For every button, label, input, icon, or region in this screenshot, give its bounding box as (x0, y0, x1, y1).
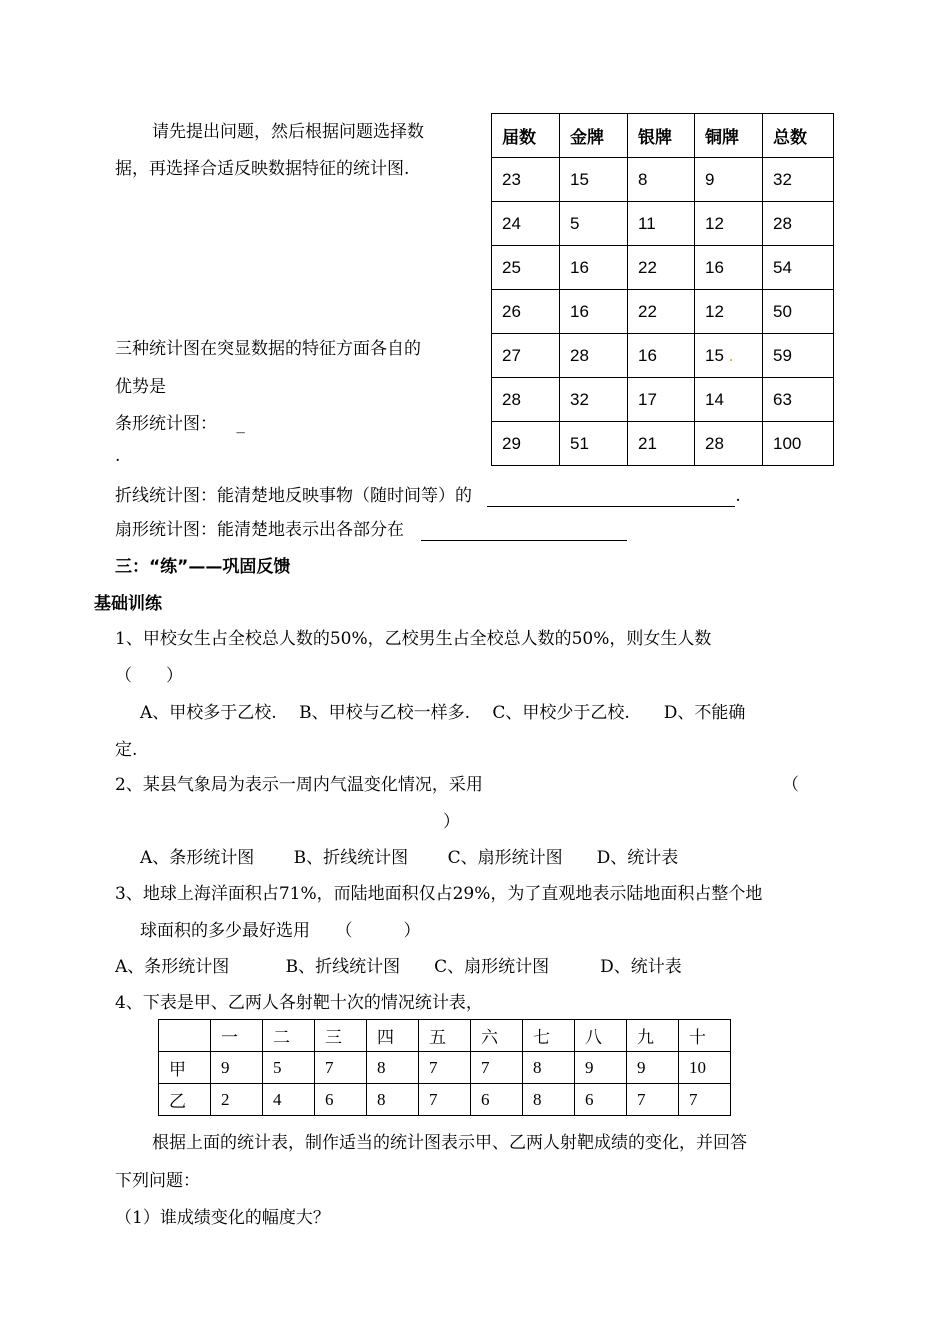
table-cell: 63 (763, 378, 834, 422)
table-row (492, 202, 834, 246)
table-cell: 7 (679, 1084, 731, 1116)
bar-chart-end-dot: . (115, 446, 121, 466)
table-row (492, 158, 834, 202)
table-cell: 6 (471, 1084, 523, 1116)
table-cell: 100 (763, 422, 834, 466)
table-cell: 27 (492, 334, 560, 378)
advantages-line-2: 优势是 (115, 377, 166, 397)
table-cell: 22 (628, 290, 695, 334)
bar-chart-blank: _ (236, 414, 245, 434)
table-cell: 8 (523, 1052, 575, 1084)
table-cell: 16 (695, 246, 763, 290)
table-cell: 9 (627, 1052, 679, 1084)
header-cell: 银牌 (628, 114, 695, 158)
table-cell: 乙 (159, 1084, 211, 1116)
header-cell: 一 (211, 1020, 263, 1052)
table-cell: 12 (695, 290, 763, 334)
q2-paren-close: ） (443, 812, 460, 832)
table-cell: 6 (315, 1084, 367, 1116)
table-cell: 9 (575, 1052, 627, 1084)
table-cell: 10 (679, 1052, 731, 1084)
header-cell: 十 (679, 1020, 731, 1052)
table-row (492, 290, 834, 334)
table-row (492, 246, 834, 290)
header-cell: 届数 (492, 114, 560, 158)
table-cell: 28 (695, 422, 763, 466)
table-cell: 32 (560, 378, 628, 422)
table-cell: 7 (419, 1084, 471, 1116)
shooting-table (158, 1019, 731, 1116)
table-cell: 2 (211, 1084, 263, 1116)
q3-stem: 3、地球上海洋面积占71%，而陆地面积仅占29%，为了直观地表示陆地面积占整个地 (115, 884, 763, 904)
intro-line-1: 请先提出问题，然后根据问题选择数 (152, 122, 424, 142)
table-cell: 6 (575, 1084, 627, 1116)
q2-options: A、条形统计图 B、折线统计图 C、扇形统计图 D、统计表 (140, 848, 679, 868)
header-cell: 二 (263, 1020, 315, 1052)
header-cell: 八 (575, 1020, 627, 1052)
q3-stem-2: 球面积的多少最好选用 （ ） (140, 921, 421, 941)
table-cell: 15 . (695, 334, 763, 378)
table-cell: 7 (419, 1052, 471, 1084)
table-row (492, 422, 834, 466)
bar-chart-advantage: 条形统计图： _ (115, 414, 245, 434)
table-cell: 7 (471, 1052, 523, 1084)
table-cell: 9 (211, 1052, 263, 1084)
q4-instruction-2: 下列问题： (115, 1171, 200, 1191)
table-cell: 28 (492, 378, 560, 422)
table-cell: 11 (628, 202, 695, 246)
table-row (159, 1052, 731, 1084)
table-cell: 23 (492, 158, 560, 202)
table-row (159, 1084, 731, 1116)
q4-stem: 4、下表是甲、乙两人各射靶十次的情况统计表， (115, 993, 483, 1013)
table-cell: 29 (492, 422, 560, 466)
header-cell (159, 1020, 211, 1052)
pie-chart-advantage: 扇形统计图：能清楚地表示出各部分在 (115, 515, 627, 541)
table-cell: 24 (492, 202, 560, 246)
table-cell: 16 (628, 334, 695, 378)
q4-instruction-1: 根据上面的统计表，制作适当的统计图表示甲、乙两人射靶成绩的变化，并回答 (152, 1133, 747, 1153)
table-cell: 8 (367, 1052, 419, 1084)
header-cell: 五 (419, 1020, 471, 1052)
table-cell: 28 (763, 202, 834, 246)
table-cell: 5 (560, 202, 628, 246)
medal-table-header (492, 114, 834, 158)
header-cell: 七 (523, 1020, 575, 1052)
table-cell: 7 (627, 1084, 679, 1116)
table-cell: 12 (695, 202, 763, 246)
shooting-table-header (159, 1020, 731, 1052)
line-chart-advantage: 折线统计图：能清楚地反映事物（随时间等）的 . (115, 486, 741, 506)
table-cell: 甲 (159, 1052, 211, 1084)
intro-line-2: 据，再选择合适反映数据特征的统计图. (115, 159, 410, 179)
table-cell: 5 (263, 1052, 315, 1084)
header-cell: 总数 (763, 114, 834, 158)
table-cell: 32 (763, 158, 834, 202)
medal-table (491, 113, 834, 466)
table-cell: 28 (560, 334, 628, 378)
table-cell: 8 (628, 158, 695, 202)
header-cell: 三 (315, 1020, 367, 1052)
line-chart-blank (487, 486, 735, 507)
basic-training-title: 基础训练 (94, 594, 162, 614)
table-cell: 7 (315, 1052, 367, 1084)
q2-paren-open: （ (782, 775, 799, 795)
table-cell: 16 (560, 290, 628, 334)
table-cell: 22 (628, 246, 695, 290)
table-cell: 8 (523, 1084, 575, 1116)
header-cell: 金牌 (560, 114, 628, 158)
table-cell: 50 (763, 290, 834, 334)
advantages-line-1: 三种统计图在突显数据的特征方面各自的 (115, 339, 421, 359)
table-cell: 17 (628, 378, 695, 422)
header-cell: 九 (627, 1020, 679, 1052)
q1-paren: （ ） (115, 666, 183, 686)
q3-options: A、条形统计图 B、折线统计图 C、扇形统计图 D、统计表 (115, 957, 682, 977)
q4-sub-question-1: （1）谁成绩变化的幅度大？ (115, 1208, 330, 1228)
table-cell: 51 (560, 422, 628, 466)
table-cell: 26 (492, 290, 560, 334)
header-cell: 四 (367, 1020, 419, 1052)
q1-options-cont: 定. (115, 740, 138, 760)
header-cell: 铜牌 (695, 114, 763, 158)
header-cell: 六 (471, 1020, 523, 1052)
q1-options: A、甲校多于乙校. B、甲校与乙校一样多. C、甲校少于乙校. D、不能确 (140, 703, 746, 723)
table-cell: 25 (492, 246, 560, 290)
table-cell: 4 (263, 1084, 315, 1116)
table-cell: 14 (695, 378, 763, 422)
section-3-title: 三：“练”——巩固反馈 (115, 557, 291, 577)
table-cell: 9 (695, 158, 763, 202)
table-cell: 59 (763, 334, 834, 378)
pie-chart-blank (421, 520, 627, 541)
table-cell: 8 (367, 1084, 419, 1116)
table-cell: 16 (560, 246, 628, 290)
table-cell: 54 (763, 246, 834, 290)
table-row (492, 378, 834, 422)
table-cell: 15 (560, 158, 628, 202)
table-row (492, 334, 834, 378)
q1-stem: 1、甲校女生占全校总人数的50%，乙校男生占全校总人数的50%，则女生人数 (115, 629, 712, 649)
q2-stem: 2、某县气象局为表示一周内气温变化情况，采用 (115, 775, 483, 795)
table-cell: 21 (628, 422, 695, 466)
